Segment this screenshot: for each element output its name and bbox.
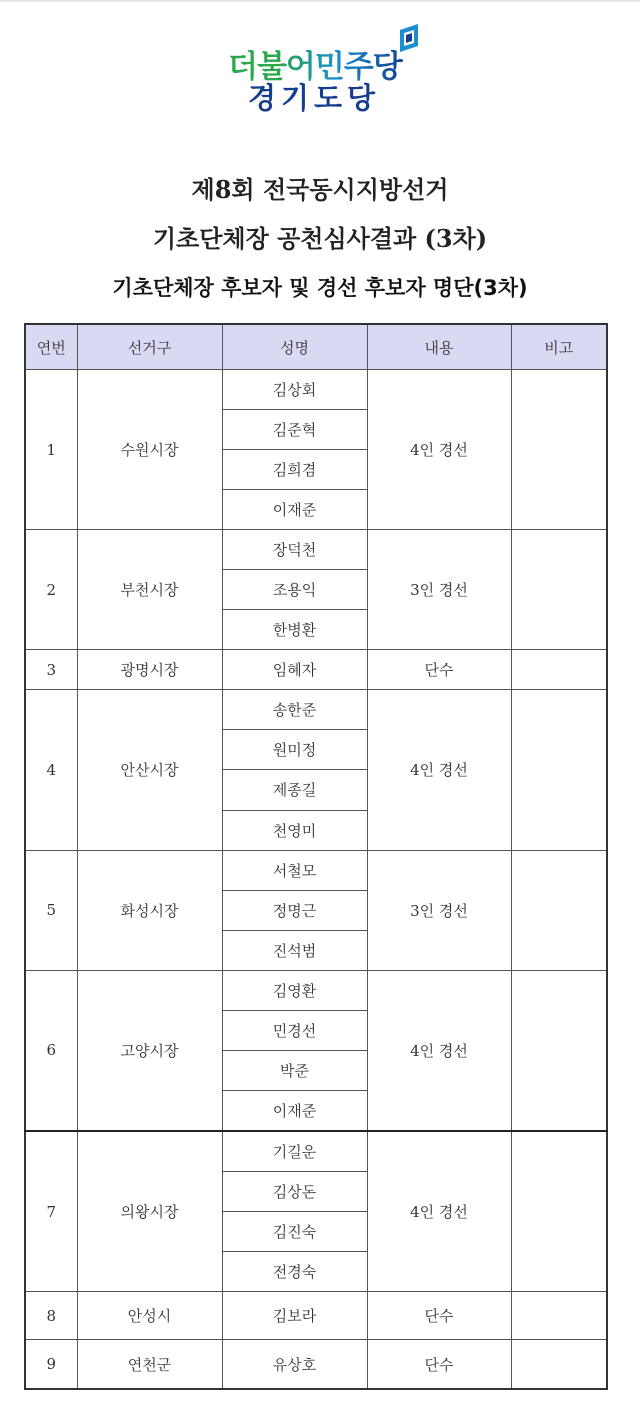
candidate-name: 천영미 <box>222 810 367 850</box>
row-district: 화성시장 <box>77 850 222 970</box>
row-number: 7 <box>25 1131 77 1292</box>
table-row <box>25 1292 607 1340</box>
page-title-line2: 기초단체장 공천심사결과 (3차) <box>152 224 488 253</box>
table-row <box>25 650 607 690</box>
column-header-number: 연번 <box>25 324 77 370</box>
candidate-name: 김영환 <box>222 970 367 1010</box>
row-district: 의왕시장 <box>77 1131 222 1292</box>
row-content: 단수 <box>367 650 511 690</box>
row-note <box>511 690 607 850</box>
row-number: 6 <box>25 970 77 1131</box>
candidate-name: 제종길 <box>222 770 367 810</box>
candidate-name: 김보라 <box>222 1292 367 1340</box>
row-content: 단수 <box>367 1340 511 1389</box>
candidate-name: 조용익 <box>222 570 367 610</box>
row-number: 1 <box>25 370 77 530</box>
candidate-name: 진석범 <box>222 930 367 970</box>
row-note <box>511 370 607 530</box>
candidate-name: 김희겸 <box>222 450 367 490</box>
candidate-name: 민경선 <box>222 1010 367 1050</box>
row-number: 2 <box>25 530 77 650</box>
candidate-name: 원미정 <box>222 730 367 770</box>
candidate-name: 한병환 <box>222 610 367 650</box>
table-row <box>25 1131 607 1172</box>
column-header-district: 선거구 <box>77 324 222 370</box>
row-district: 연천군 <box>77 1340 222 1389</box>
row-district: 고양시장 <box>77 970 222 1131</box>
row-content: 단수 <box>367 1292 511 1340</box>
candidate-name: 전경숙 <box>222 1252 367 1292</box>
row-number: 3 <box>25 650 77 690</box>
row-note <box>511 1340 607 1389</box>
candidate-name: 김상회 <box>222 370 367 410</box>
row-district: 수원시장 <box>77 370 222 530</box>
candidate-name: 김상돈 <box>222 1171 367 1211</box>
candidate-name: 송한준 <box>222 690 367 730</box>
row-note <box>511 650 607 690</box>
table-row <box>25 690 607 730</box>
table-row <box>25 530 607 570</box>
table-row <box>25 370 607 410</box>
logo-mark-icon <box>398 24 420 52</box>
candidate-name: 기길운 <box>222 1131 367 1172</box>
logo-region-name: 경기도당 <box>248 81 381 115</box>
row-content: 4인 경선 <box>367 970 511 1131</box>
candidate-table <box>24 323 608 1390</box>
candidate-name: 김진숙 <box>222 1212 367 1252</box>
party-logo <box>228 22 428 114</box>
row-number: 9 <box>25 1340 77 1389</box>
candidate-name: 정명근 <box>222 890 367 930</box>
row-district: 부천시장 <box>77 530 222 650</box>
row-number: 4 <box>25 690 77 850</box>
logo-party-name: 더불어민주당 <box>228 50 408 84</box>
table-row <box>25 1340 607 1389</box>
row-district: 안산시장 <box>77 690 222 850</box>
table-row <box>25 970 607 1010</box>
candidate-name: 장덕천 <box>222 530 367 570</box>
table-row <box>25 850 607 890</box>
row-note <box>511 970 607 1131</box>
page-subtitle: 기초단체장 후보자 및 경선 후보자 명단(3차) <box>112 276 528 300</box>
row-content: 3인 경선 <box>367 850 511 970</box>
table-header-row <box>25 324 607 370</box>
candidate-name: 이재준 <box>222 490 367 530</box>
row-number: 8 <box>25 1292 77 1340</box>
row-note <box>511 530 607 650</box>
row-content: 3인 경선 <box>367 530 511 650</box>
candidate-name: 서철모 <box>222 850 367 890</box>
candidate-name: 이재준 <box>222 1090 367 1131</box>
row-note <box>511 850 607 970</box>
candidate-name: 박준 <box>222 1050 367 1090</box>
row-district: 안성시 <box>77 1292 222 1340</box>
top-divider <box>0 0 640 2</box>
column-header-note: 비고 <box>511 324 607 370</box>
row-district: 광명시장 <box>77 650 222 690</box>
row-note <box>511 1292 607 1340</box>
candidate-name: 유상호 <box>222 1340 367 1389</box>
row-note <box>511 1131 607 1292</box>
column-header-content: 내용 <box>367 324 511 370</box>
row-content: 4인 경선 <box>367 690 511 850</box>
candidate-name: 임혜자 <box>222 650 367 690</box>
row-content: 4인 경선 <box>367 370 511 530</box>
row-content: 4인 경선 <box>367 1131 511 1292</box>
column-header-name: 성명 <box>222 324 367 370</box>
candidate-name: 김준혁 <box>222 410 367 450</box>
page-title-line1: 제8회 전국동시지방선거 <box>191 175 449 204</box>
row-number: 5 <box>25 850 77 970</box>
